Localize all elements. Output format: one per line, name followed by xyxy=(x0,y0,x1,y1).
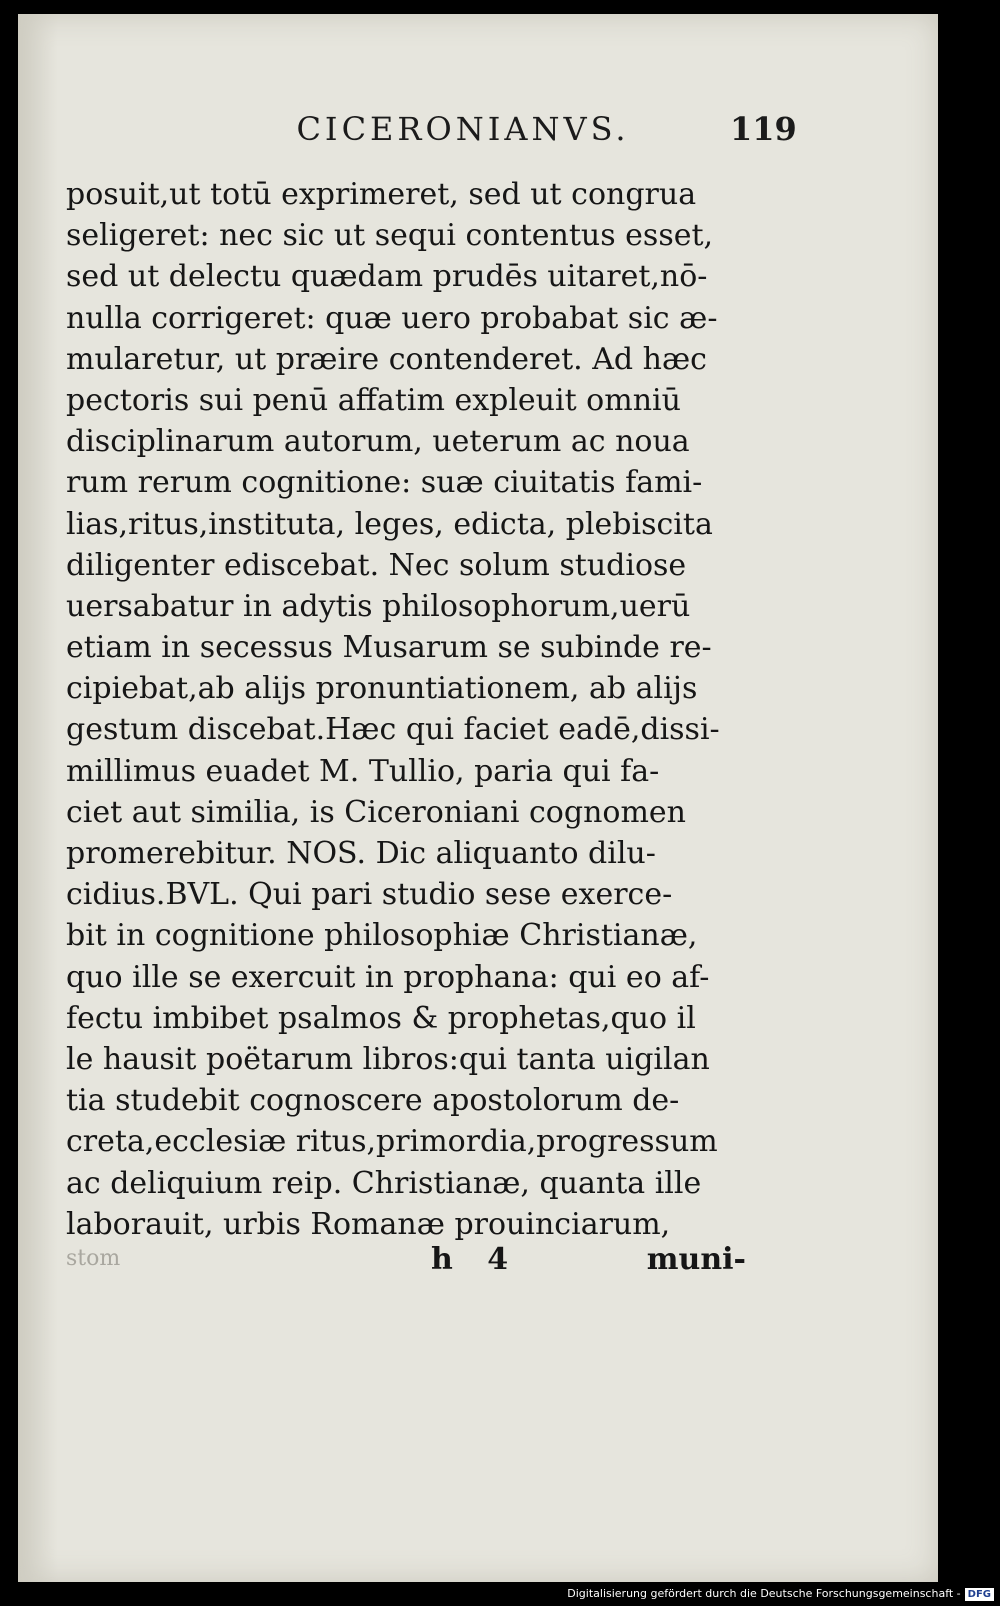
text-line: bit in cognitione philosophiæ Christianæ, xyxy=(66,918,698,954)
signature-mark: h 4 xyxy=(431,1242,521,1277)
text-line: cidius.BVL. Qui pari studio sese exerce- xyxy=(66,877,673,913)
text-line: etiam in secessus Musarum se subinde re- xyxy=(66,630,712,666)
text-line: lias,ritus,instituta, leges, edicta, plebiscita xyxy=(66,506,713,542)
offset-text: stom xyxy=(66,1246,121,1271)
text-line: millimus euadet M. Tullio, paria qui fa- xyxy=(66,753,660,789)
text-line: promerebitur. NOS. Dic aliquanto dilu- xyxy=(66,836,656,871)
text-line: disciplinarum autorum, ueterum ac noua xyxy=(66,424,690,460)
running-head: CICERONIANVS. xyxy=(296,110,630,148)
text-line: posuit,ut totū exprimeret, sed ut congrua xyxy=(66,177,697,212)
text-line: ciet aut similia, is Ciceroniani cognomen xyxy=(66,794,686,830)
text-line: quo ille se exercuit in prophana: qui eo af- xyxy=(66,959,710,995)
text-line: diligenter ediscebat. Nec solum studiose xyxy=(66,547,687,583)
page-foot xyxy=(66,1242,746,1284)
text-line: rum rerum cognitione: suæ ciuitatis fami- xyxy=(66,465,703,501)
text-line: seligeret: nec sic ut sequi contentus esset, xyxy=(66,218,714,254)
text-line: creta,ecclesiæ ritus,primordia,progressum xyxy=(66,1124,718,1160)
text-line: sed ut delectu quædam prudēs uitaret,nō- xyxy=(66,259,708,295)
text-line: tia studebit cognoscere apostolorum de- xyxy=(66,1083,680,1119)
text-line: fectu imbibet psalmos & prophetas,quo il xyxy=(66,1000,696,1036)
digitization-credit xyxy=(567,1586,994,1602)
catchword: muni- xyxy=(646,1242,746,1277)
page-gutter-shadow xyxy=(18,14,58,1582)
credit-text: Digitalisierung gefördert durch die Deutsche Forschungsgemeinschaft - xyxy=(567,1587,961,1600)
text-line: uersabatur in adytis philosophorum,uerū xyxy=(66,588,691,624)
text-line: nulla corrigeret: quæ uero probabat sic æ- xyxy=(66,300,718,336)
text-line: le hausit poëtarum libros:qui tanta uigilan xyxy=(66,1041,710,1077)
text-line: laborauit, urbis Romanæ prouinciarum, xyxy=(66,1206,671,1242)
text-line: pectoris sui penū affatim expleuit omniū xyxy=(66,382,681,418)
page-number: 119 xyxy=(730,110,797,148)
book-page xyxy=(18,14,938,1582)
text-line: gestum discebat.Hæc qui faciet eadē,dissi- xyxy=(66,712,720,748)
text-line: cipiebat,ab alijs pronuntiationem, ab alijs xyxy=(66,671,698,707)
dfg-logo: DFG xyxy=(965,1588,994,1601)
text-line: mularetur, ut præire contenderet. Ad hæc xyxy=(66,341,707,377)
text-line: ac deliquium reip. Christianæ, quanta ille xyxy=(66,1165,702,1201)
text-block xyxy=(66,174,746,1245)
